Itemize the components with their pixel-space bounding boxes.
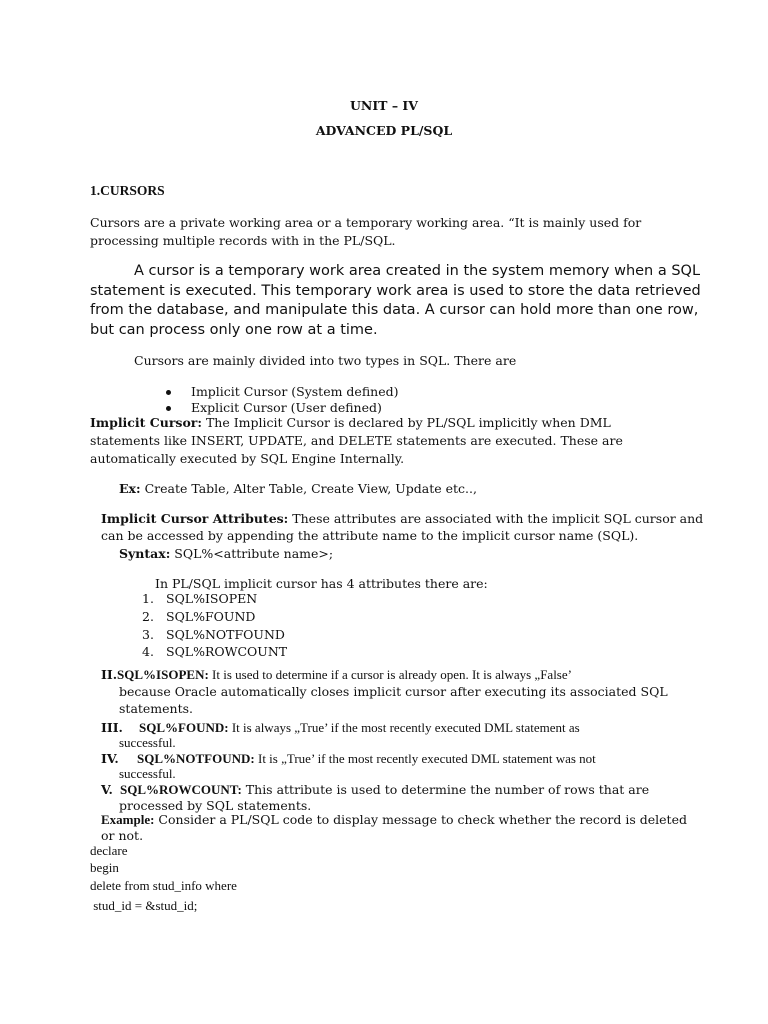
attributes-list-intro: In PL/SQL implicit cursor has 4 attributes there are: [155, 576, 488, 591]
ex-label: Ex: [119, 481, 141, 496]
attributes-line-1: Implicit Cursor Attributes: These attributes are associated with the implicit SQL cursor and [101, 511, 704, 526]
attributes-label: Implicit Cursor Attributes: [101, 511, 289, 526]
implicit-line-1: Implicit Cursor: The Implicit Cursor is declared by PL/SQL implicitly when DML [90, 415, 611, 430]
rowcount-line-2: processed by SQL statements. [119, 798, 312, 813]
bullet-icon [166, 390, 171, 395]
list-item: 3. SQL%NOTFOUND [142, 627, 285, 642]
rowcount-line-1: V. SQL%ROWCOUNT: This attribute is used to determine the number of rows that are [101, 782, 650, 797]
para-line-2: statement is executed. This temporary work area is used to store the data retrieved [90, 283, 701, 299]
code-line: delete from stud_info where [90, 878, 237, 893]
list-item: 2. SQL%FOUND [142, 609, 256, 624]
isopen-line-3: statements. [119, 701, 194, 716]
types-intro: Cursors are mainly divided into two types in SQL. There are [134, 353, 517, 368]
example-line-1: Example: Consider a PL/SQL code to display message to check whether the record is deleted [101, 812, 687, 827]
notfound-label: SQL%NOTFOUND: [137, 751, 255, 766]
list-item: 4. SQL%ROWCOUNT [142, 644, 288, 659]
isopen-line-1: II.SQL%ISOPEN: It is used to determine if a cursor is already open. It is always „False’ [101, 667, 572, 682]
intro-line-2: processing multiple records with in the PL/SQL. [90, 233, 396, 248]
isopen-label: SQL%ISOPEN: [117, 667, 209, 682]
found-line-2: successful. [119, 735, 176, 750]
para-line-1: A cursor is a temporary work area created in the system memory when a SQL [134, 263, 701, 279]
list-item: Implicit Cursor (System defined) [166, 383, 399, 401]
code-line: stud_id = &stud_id; [90, 898, 198, 913]
example-label: Example: [101, 812, 155, 827]
bullet-icon [166, 406, 171, 411]
implicit-line-3: automatically executed by SQL Engine Internally. [90, 451, 405, 466]
syntax-label: Syntax: [119, 546, 171, 561]
list-item: Explicit Cursor (User defined) [166, 399, 382, 417]
subject-title: ADVANCED PL/SQL [315, 123, 453, 138]
isopen-line-2: because Oracle automatically closes implicit cursor after executing its associated SQL [119, 684, 668, 699]
code-line: declare [90, 843, 128, 858]
example-line-2: or not. [101, 828, 144, 843]
found-line-1: III. SQL%FOUND: It is always „True’ if the most recently executed DML statement as [101, 720, 580, 735]
implicit-line-2: statements like INSERT, UPDATE, and DELETE statements are executed. These are [90, 433, 623, 448]
code-line: begin [90, 860, 119, 875]
example-types: Ex: Create Table, Alter Table, Create View, Update etc.., [119, 481, 477, 496]
list-item: 1. SQL%ISOPEN [142, 591, 258, 606]
para-line-4: but can process only one row at a time. [90, 322, 378, 338]
intro-line-1: Cursors are a private working area or a temporary working area. “It is mainly used for [90, 215, 642, 230]
attributes-line-2: can be accessed by appending the attribute name to the implicit cursor name (SQL). [101, 528, 639, 543]
section-heading: 1.CURSORS [90, 183, 165, 198]
notfound-line-2: successful. [119, 766, 176, 781]
notfound-line-1: IV. SQL%NOTFOUND: It is „True’ if the most recently executed DML statement was not [101, 751, 596, 766]
para-line-3: from the database, and manipulate this data. A cursor can hold more than one row, [90, 302, 699, 318]
rowcount-label: SQL%ROWCOUNT: [120, 782, 242, 797]
found-label: SQL%FOUND: [139, 720, 229, 735]
unit-title: UNIT – IV [350, 98, 418, 113]
implicit-label: Implicit Cursor: [90, 415, 202, 430]
syntax-line: Syntax: SQL%<attribute name>; [119, 546, 334, 561]
